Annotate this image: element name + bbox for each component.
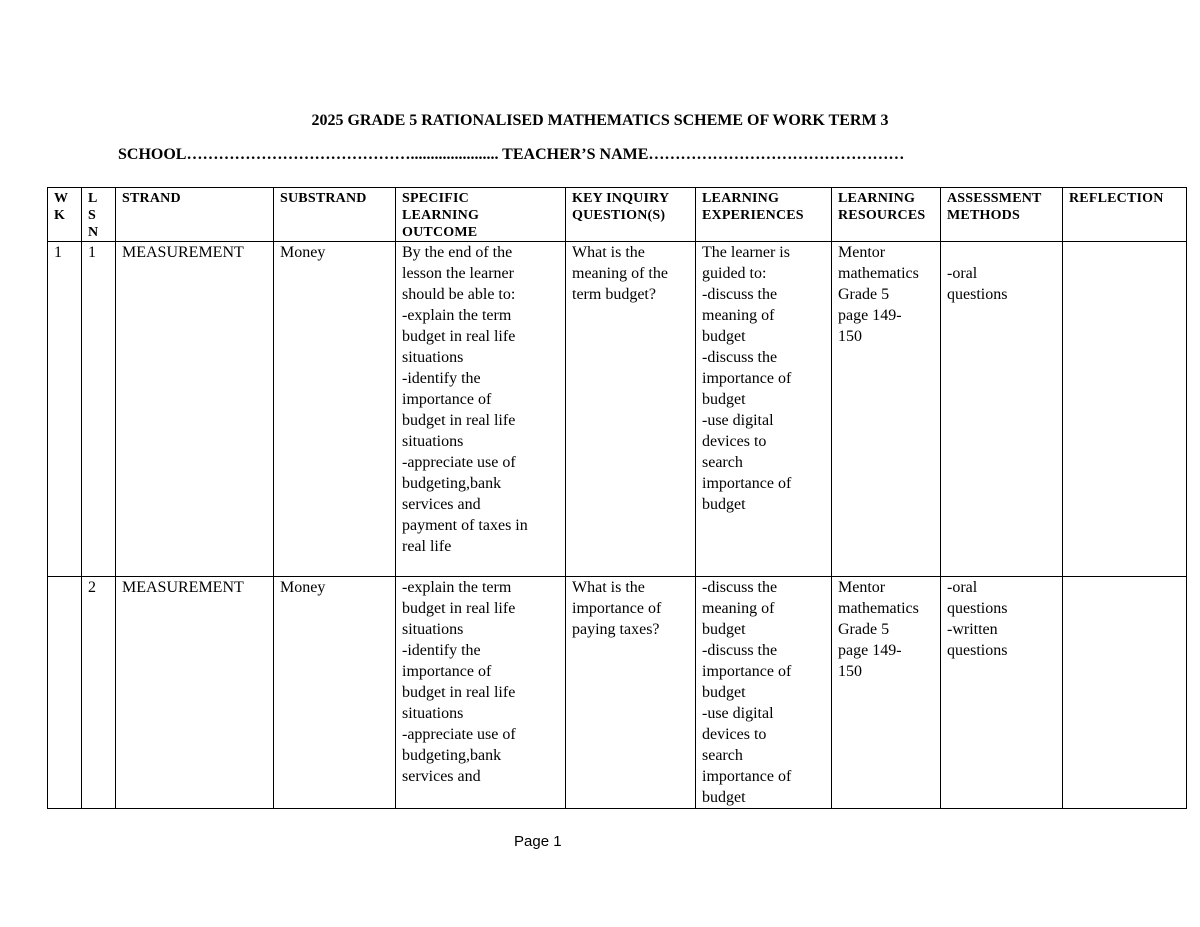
header-assessment: ASSESSMENT METHODS xyxy=(941,188,1063,242)
cell-lsn: 1 xyxy=(82,242,116,577)
header-row xyxy=(48,188,1187,242)
cell-inquiry: What is the meaning of the term budget? xyxy=(566,242,696,577)
cell-inquiry: What is the importance of paying taxes? xyxy=(566,577,696,809)
cell-resources: Mentor mathematics Grade 5 page 149- 150 xyxy=(832,577,941,809)
cell-lsn: 2 xyxy=(82,577,116,809)
cell-strand: MEASUREMENT xyxy=(116,242,274,577)
header-substrand: SUBSTRAND xyxy=(274,188,396,242)
cell-experiences: The learner is guided to: -discuss the meaning of budget -discuss the importance of budget -use digital devices to search importance of budget xyxy=(696,242,832,577)
header-reflection: REFLECTION xyxy=(1063,188,1187,242)
cell-strand: MEASUREMENT xyxy=(116,577,274,809)
cell-outcome: By the end of the lesson the learner should be able to: -explain the term budget in real life situations -identify the importance of budget in real life situations -appreciate use of budgeting,bank services and payment of taxes in real life xyxy=(396,242,566,577)
header-outcome: SPECIFIC LEARNING OUTCOME xyxy=(396,188,566,242)
header-lsn: L S N xyxy=(82,188,116,242)
cell-reflection xyxy=(1063,577,1187,809)
school-teacher-line: SCHOOL……………………………………...................... TEACHER’S NAME………………………………………… xyxy=(118,146,905,163)
header-resources: LEARNING RESOURCES xyxy=(832,188,941,242)
header-inquiry: KEY INQUIRY QUESTION(S) xyxy=(566,188,696,242)
header-strand: STRAND xyxy=(116,188,274,242)
document-title: 2025 GRADE 5 RATIONALISED MATHEMATICS SCHEME OF WORK TERM 3 xyxy=(311,112,889,129)
cell-substrand: Money xyxy=(274,577,396,809)
cell-resources: Mentor mathematics Grade 5 page 149- 150 xyxy=(832,242,941,577)
cell-reflection xyxy=(1063,242,1187,577)
table-row xyxy=(48,242,1187,577)
header-experiences: LEARNING EXPERIENCES xyxy=(696,188,832,242)
scheme-of-work-table xyxy=(47,187,1187,809)
cell-assessment: -oral questions xyxy=(941,242,1063,577)
cell-experiences: -discuss the meaning of budget -discuss the importance of budget -use digital devices to search importance of budget xyxy=(696,577,832,809)
page-number: Page 1 xyxy=(514,833,562,850)
cell-wk: 1 xyxy=(48,242,82,577)
cell-assessment: -oral questions -written questions xyxy=(941,577,1063,809)
cell-substrand: Money xyxy=(274,242,396,577)
header-wk: W K xyxy=(48,188,82,242)
table-row xyxy=(48,577,1187,809)
cell-wk xyxy=(48,577,82,809)
cell-outcome: -explain the term budget in real life situations -identify the importance of budget in real life situations -appreciate use of budgeting,bank services and xyxy=(396,577,566,809)
